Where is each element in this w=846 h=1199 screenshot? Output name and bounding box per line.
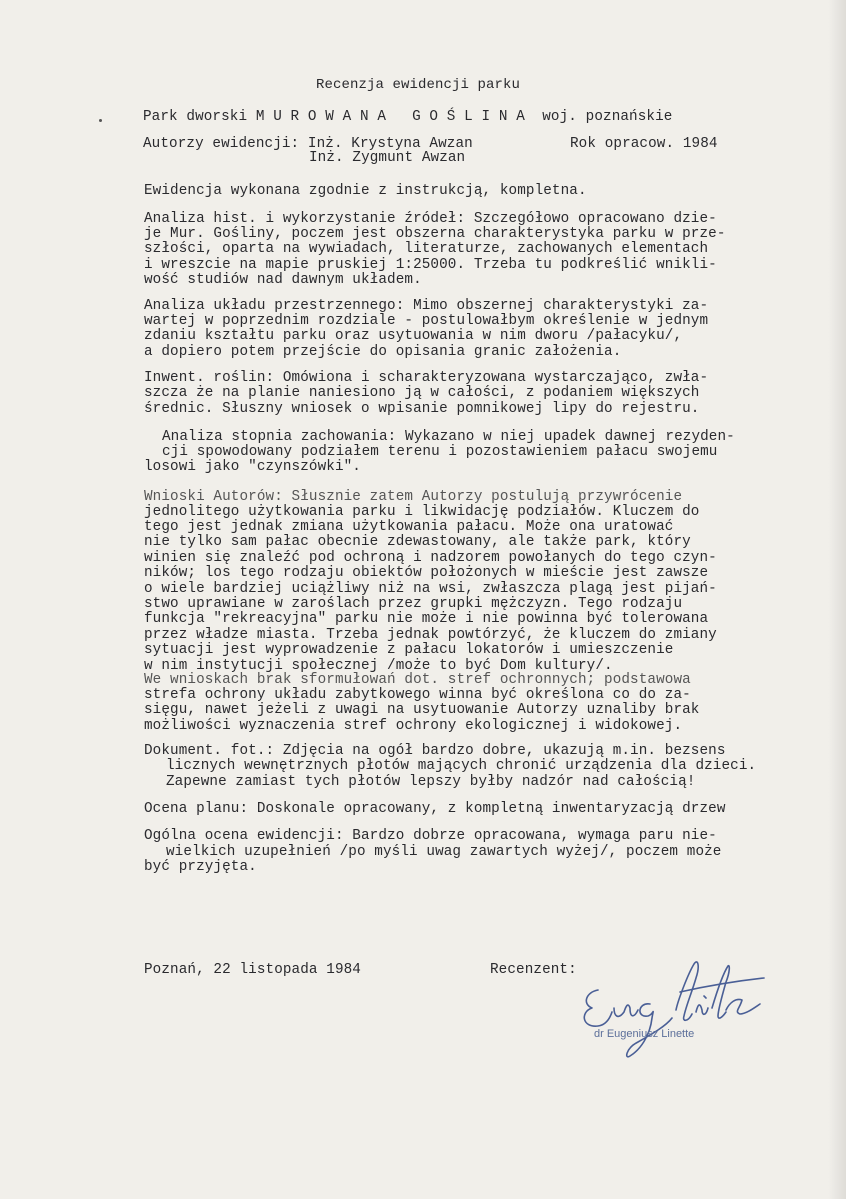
punch-mark — [99, 119, 102, 122]
authors-line: Autorzy ewidencji: Inż. Krystyna Awzan — [143, 136, 473, 152]
review-text-line: średnic. Słuszny wniosek o wpisanie pomnikowej lipy do rejestru. — [144, 401, 700, 417]
review-text-line: Analiza stopnia zachowania: Wykazano w niej upadek dawnej rezyden- — [162, 429, 735, 445]
review-text-line: w nim instytucji społecznej /może to być Dom kultury/. — [144, 658, 613, 674]
review-text-line: nie tylko sam pałac obecnie zdewastowany, ale także park, który — [144, 534, 691, 550]
reviewer-label: Recenzent: — [490, 962, 577, 978]
review-text-line: Dokument. fot.: Zdjęcia na ogół bardzo dobre, ukazują m.in. bezsens — [144, 743, 726, 759]
year-line: Rok opracow. 1984 — [570, 136, 718, 152]
review-text-line: tego jest jednak zmiana użytkowania pałacu. Może ona uratować — [144, 519, 674, 535]
review-text-line: funkcja "rekreacyjna" parku nie może i nie powinna być tolerowana — [144, 611, 709, 627]
review-text-line: możliwości wyznaczenia stref ochrony ekologicznej i widokowej. — [144, 718, 683, 734]
review-text-line: licznych wewnętrznych płotów mających chronić urządzenia dla dzieci. — [166, 758, 757, 774]
review-text-line: strefa ochrony układu zabytkowego winna być określona co do za- — [144, 687, 691, 703]
review-text-line: je Mur. Gośliny, poczem jest obszerna charakterystyka parku w prze- — [144, 226, 726, 242]
review-text-line: Wnioski Autorów: Słusznie zatem Autorzy postulują przywrócenie — [144, 489, 683, 505]
review-text-line: Analiza hist. i wykorzystanie źródeł: Szczegółowo opracowano dzie- — [144, 211, 717, 227]
review-text-line: losowi jako "czynszówki". — [144, 459, 361, 475]
park-line: Park dworski M U R O W A N A G O Ś L I N A woj. poznańskie — [143, 109, 673, 125]
review-text-line: a dopiero potem przejście do opisania granic założenia. — [144, 344, 622, 360]
review-text-line: We wnioskach brak sformułowań dot. stref ochronnych; podstawowa — [144, 672, 691, 688]
review-text-line: wość studiów nad dawnym układem. — [144, 272, 422, 288]
review-text-line: Inwent. roślin: Omówiona i scharakteryzowana wystarczająco, zwła- — [144, 370, 709, 386]
review-text-line: sytuacji jest wyprowadzenie z pałacu lokatorów i umieszczenie — [144, 642, 674, 658]
review-text-line: zdaniu kształtu parku oraz usytuowania w nim dworu /pałacyku/, — [144, 328, 683, 344]
review-text-line: Zapewne zamiast tych płotów lepszy byłby nadzór nad całością! — [166, 774, 696, 790]
review-text-line: Ocena planu: Doskonale opracowany, z kompletną inwentaryzacją drzew — [144, 801, 726, 817]
second-author: Inż. Zygmunt Awzan — [309, 150, 466, 166]
review-text-line: Analiza układu przestrzennego: Mimo obszernej charakterystyki za- — [144, 298, 709, 314]
place-date: Poznań, 22 listopada 1984 — [144, 962, 361, 978]
review-text-line: Ewidencja wykonana zgodnie z instrukcją, kompletna. — [144, 183, 587, 199]
review-text-line: o wiele bardziej uciążliwy niż na wsi, zwłaszcza plagą jest pijań- — [144, 581, 717, 597]
review-text-line: przez władze miasta. Trzeba jednak powtórzyć, że kluczem do zmiany — [144, 627, 717, 643]
review-text-line: być przyjęta. — [144, 859, 257, 875]
review-text-line: wartej w poprzednim rozdziale - postulowałbym określenie w jednym — [144, 313, 709, 329]
review-text-line: szcza że na planie naniesiono ją w całości, z podaniem większych — [144, 385, 700, 401]
review-text-line: i wreszcie na mapie pruskiej 1:25000. Trzeba tu podkreślić wnikli- — [144, 257, 717, 273]
review-text-line: ników; los tego rodzaju obiektów położonych w mieście jest zawsze — [144, 565, 709, 581]
review-text-line: wielkich uzupełnień /po myśli uwag zawartych wyżej/, poczem może — [166, 844, 722, 860]
review-text-line: winien się znaleźć pod ochroną i nadzorem powołanych do tego czyn- — [144, 550, 717, 566]
review-text-line: Ogólna ocena ewidencji: Bardzo dobrze opracowana, wymaga paru nie- — [144, 828, 717, 844]
review-text-line: jednolitego użytkowania parku i likwidację podziałów. Kluczem do — [144, 504, 700, 520]
page-edge-shadow — [828, 0, 846, 1199]
review-text-line: cji spowodowany podziałem terenu i pozostawieniem pałacu swojemu — [162, 444, 718, 460]
handwritten-signature — [568, 952, 783, 1072]
document-title: Recenzja ewidencji parku — [316, 77, 521, 93]
signature-stamp: dr Eugeniusz Linette — [594, 1028, 695, 1040]
review-text-line: szłości, oparta na wywiadach, literaturze, zachowanych elementach — [144, 241, 709, 257]
review-text-line: sięgu, nawet jeżeli z uwagi na usytuowanie Autorzy uznaliby brak — [144, 702, 700, 718]
review-text-line: stwo uprawiane w zaroślach przez grupki mężczyzn. Tego rodzaju — [144, 596, 683, 612]
